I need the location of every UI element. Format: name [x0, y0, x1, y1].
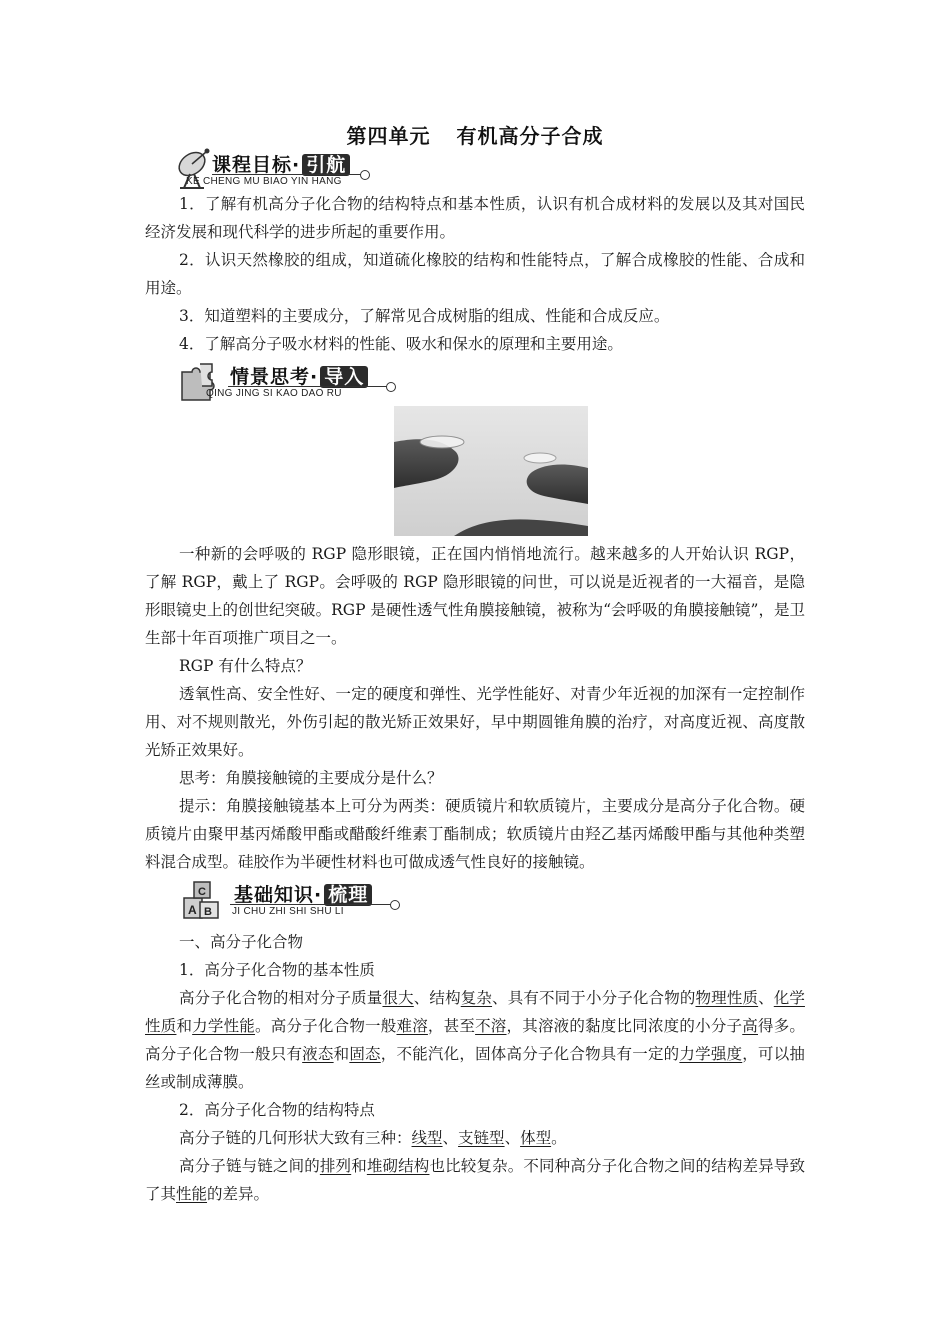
answer-blank: 线型	[411, 1129, 443, 1147]
text-run: 得多。高分子化合物一般只有	[145, 1017, 805, 1063]
text-run: 、结构	[413, 989, 461, 1007]
subsection-heading: 2．高分子化合物的结构特点	[179, 1101, 375, 1119]
objective-item: 4．了解高分子吸水材料的性能、吸水和保水的原理和主要用途。	[179, 335, 623, 353]
page-title	[0, 120, 950, 149]
text-run: 、	[504, 1129, 521, 1147]
banner-pinyin: QING JING SI KAO DAO RU	[206, 388, 342, 399]
banner-label: 情景思考	[230, 366, 311, 388]
answer-blank: 性能	[176, 1185, 208, 1203]
text-run: 和	[351, 1157, 367, 1175]
text-run: 。	[551, 1129, 567, 1147]
unit-label: 第四单元	[346, 124, 431, 148]
subsection-heading: 1．高分子化合物的基本性质	[179, 961, 375, 979]
objective-item: 1．了解有机高分子化合物的结构特点和基本性质，认识有机合成材料的发展以及其对国民经济发展和现代科学的进步所起的重要作用。	[145, 195, 805, 241]
banner-highlight: 引航	[302, 154, 350, 176]
text-run: 高分子化合物的相对分子质量	[179, 989, 383, 1007]
text-run: ，甚至	[427, 1017, 476, 1035]
knowledge-paragraph-properties	[145, 984, 805, 1096]
section-heading: 一、高分子化合物	[179, 933, 304, 951]
knowledge-paragraph-shapes	[145, 1124, 805, 1152]
objective-item: 3．知道塑料的主要成分，了解常见合成树脂的组成、性能和合成反应。	[179, 307, 670, 325]
topic-label: 有机高分子合成	[456, 124, 604, 148]
banner-highlight: 梳理	[324, 884, 372, 906]
answer-blank: 支链型	[458, 1129, 505, 1147]
text-run: 也比较复杂。不同种高分子化合物之间的结构差异导致了其	[145, 1157, 805, 1203]
text-run: ，可以抽丝或制成薄膜。	[145, 1045, 805, 1091]
text-run: 、	[442, 1129, 459, 1147]
answer-blank: 复杂	[460, 989, 493, 1007]
intro-question: RGP 有什么特点？	[179, 657, 312, 675]
banner-pinyin: KE CHENG MU BIAO YIN HANG	[186, 176, 342, 187]
answer-blank: 堆砌结构	[366, 1157, 430, 1175]
section-banner-scenario: 情景思考· 导入 QING JING SI KAO DAO RU	[178, 358, 398, 404]
svg-text:B: B	[204, 906, 212, 918]
answer-blank: 难溶	[396, 1017, 428, 1035]
text-run: 高分子链与链之间的	[179, 1157, 320, 1175]
text-run: 。高分子化合物一般	[255, 1017, 397, 1035]
text-run: ，其溶液的黏度比同浓度的小分子	[506, 1017, 743, 1035]
objective-item: 2．认识天然橡胶的组成，知道硫化橡胶的结构和性能特点，了解合成橡胶的性能、合成和用途。	[145, 251, 805, 297]
answer-blank: 液态	[302, 1045, 334, 1063]
text-run: 、	[758, 989, 774, 1007]
answer-blank: 化学性质	[145, 989, 805, 1035]
text-run: 、具有不同于小分子化合物的	[492, 989, 696, 1007]
banner-pinyin: JI CHU ZHI SHI SHU LI	[232, 906, 344, 917]
text-run: 高分子链的几何形状大致有三种：	[179, 1129, 412, 1147]
banner-label: 基础知识	[234, 884, 315, 906]
section-banner-course-goals: 课程目标· 引航 KE CHENG MU BIAO YIN HANG	[172, 146, 372, 192]
answer-blank: 物理性质	[695, 989, 759, 1007]
answer-blank: 排列	[319, 1157, 352, 1175]
knowledge-paragraph-structure	[145, 1152, 805, 1208]
answer-blank: 力学性能	[192, 1017, 256, 1035]
text-run: ，不能汽化，固体高分子化合物具有一定的	[380, 1045, 680, 1063]
answer-blank: 力学强度	[679, 1045, 743, 1063]
hint-paragraph: 提示：角膜接触镜基本上可分为两类：硬质镜片和软质镜片，主要成分是高分子化合物。硬质镜片由聚甲基丙烯酸甲酯或醋酸纤维素丁酯制成；软质镜片由羟乙基丙烯酸甲酯与其他种类塑料混合成型。硅胶作为半硬性材料也可做成透气性良好的接触镜。	[145, 797, 805, 871]
answer-blank: 固态	[349, 1045, 381, 1063]
svg-text:A: A	[188, 903, 197, 917]
banner-label: 课程目标	[212, 154, 293, 176]
answer-blank: 很大	[382, 989, 414, 1007]
answer-blank: 不溶	[475, 1017, 507, 1035]
think-question: 思考：角膜接触镜的主要成分是什么？	[179, 769, 443, 787]
abc-blocks-icon	[180, 876, 230, 922]
svg-text:C: C	[198, 886, 206, 898]
section-banner-knowledge: A B C 基础知识· 梳理 JI CHU ZHI SHI SHU LI	[180, 876, 400, 922]
text-run: 的差异。	[207, 1185, 270, 1203]
contact-lens-photo	[394, 406, 588, 536]
answer-blank: 高	[742, 1017, 758, 1035]
text-run: 和	[176, 1017, 193, 1035]
intro-paragraph: 一种新的会呼吸的 RGP 隐形眼镜，正在国内悄悄地流行。越来越多的人开始认识 RGP，了解 RGP，戴上了 RGP。会呼吸的 RGP 隐形眼镜的问世，可以说是近视者的一大福音，是隐形眼镜史上的创世纪突破。RGP 是硬性透气性角膜接触镜，被称为“会呼吸的角膜接触镜”，是卫生部十年百项推广项目之一。	[145, 545, 805, 647]
banner-highlight: 导入	[320, 366, 368, 388]
answer-blank: 体型	[520, 1129, 552, 1147]
text-run: 和	[333, 1045, 350, 1063]
intro-answer: 透氧性高、安全性好、一定的硬度和弹性、光学性能好、对青少年近视的加深有一定控制作用、对不规则散光，外伤引起的散光矫正效果好，早中期圆锥角膜的治疗，对高度近视、高度散光矫正效果好。	[145, 685, 805, 759]
